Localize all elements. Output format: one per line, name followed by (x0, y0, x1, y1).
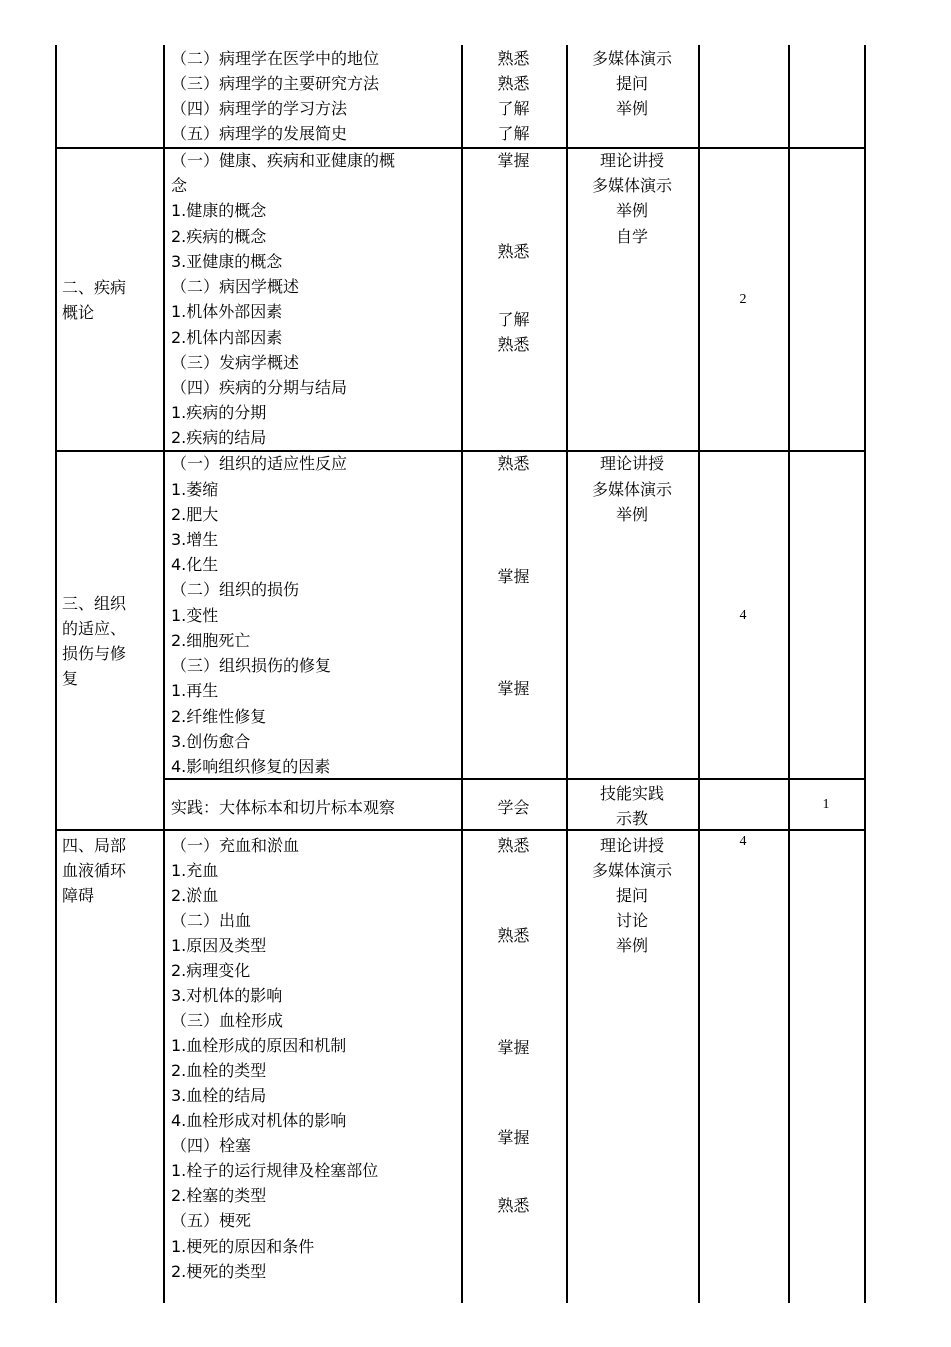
topic-text: 障碍 (62, 886, 95, 905)
content-line: 4.化生 (171, 555, 219, 574)
content-line: （三）发病学概述 (171, 353, 300, 372)
content-line: 2.血栓的类型 (171, 1061, 267, 1080)
method-text: 讨论 (615, 911, 648, 930)
col-border-3 (461, 45, 463, 1303)
topic-text: 的适应、 (62, 619, 127, 638)
col-border-1 (55, 45, 57, 1303)
topic-text: 损伤与修 (62, 644, 127, 663)
content-line: 2.栓塞的类型 (171, 1186, 267, 1205)
content-line: （二）组织的损伤 (171, 580, 300, 599)
theory-hours: 4 (739, 834, 747, 849)
topic-text: 血液循环 (62, 861, 127, 880)
level-text: 了解 (497, 99, 530, 118)
content-line: 1.萎缩 (171, 480, 219, 499)
method-text: 多媒体演示 (591, 861, 672, 880)
topic-text: 复 (62, 669, 79, 688)
method-text: 多媒体演示 (591, 176, 672, 195)
method-text: 理论讲授 (599, 151, 664, 170)
method-text: 举例 (615, 936, 648, 955)
topic-text: 四、局部 (62, 836, 127, 855)
level-text: 掌握 (497, 151, 530, 170)
method-text: 多媒体演示 (591, 480, 672, 499)
col-border-6 (788, 45, 790, 1303)
content-line: （五）梗死 (171, 1211, 252, 1230)
content-line: 2.疾病的结局 (171, 428, 267, 447)
content-line: （一）组织的适应性反应 (171, 454, 348, 473)
method-text: 举例 (615, 505, 648, 524)
content-line: （二）出血 (171, 911, 252, 930)
content-line: （五）病理学的发展简史 (171, 124, 348, 143)
topic-text: 三、组织 (62, 594, 127, 613)
content-line: （一）健康、疾病和亚健康的概 (171, 151, 396, 170)
content-line: （四）病理学的学习方法 (171, 99, 348, 118)
content-line: 4.影响组织修复的因素 (171, 757, 331, 776)
content-line: 3.创伤愈合 (171, 732, 251, 751)
content-line: 1.机体外部因素 (171, 302, 283, 321)
content-line: 1.血栓形成的原因和机制 (171, 1036, 347, 1055)
content-line: 4.血栓形成对机体的影响 (171, 1111, 347, 1130)
content-line: （二）病理学在医学中的地位 (171, 49, 380, 68)
level-text: 掌握 (497, 679, 530, 698)
content-line: 1.健康的概念 (171, 201, 267, 220)
level-text: 掌握 (497, 567, 530, 586)
content-line: 1.栓子的运行规律及栓塞部位 (171, 1161, 379, 1180)
content-line: 1.充血 (171, 861, 219, 880)
col-border-5 (698, 45, 700, 1303)
content-line: （一）充血和淤血 (171, 836, 300, 855)
content-line: 3.增生 (171, 530, 219, 549)
content-line: （三）病理学的主要研究方法 (171, 74, 380, 93)
content-line: （二）病因学概述 (171, 277, 300, 296)
content-line: 2.病理变化 (171, 961, 251, 980)
level-text: 熟悉 (497, 242, 530, 261)
level-text: 熟悉 (497, 836, 530, 855)
content-line: 1.原因及类型 (171, 936, 267, 955)
level-text: 了解 (497, 124, 530, 143)
content-line: 1.疾病的分期 (171, 403, 267, 422)
theory-hours: 4 (739, 608, 747, 623)
content-line: 3.亚健康的概念 (171, 252, 283, 271)
content-line: 念 (171, 176, 188, 195)
content-line: 2.肥大 (171, 505, 219, 524)
method-text: 示教 (615, 809, 648, 828)
level-text: 了解 (497, 310, 530, 329)
content-line: （四）疾病的分期与结局 (171, 378, 348, 397)
content-line: 2.机体内部因素 (171, 328, 283, 347)
content-line: 2.纤维性修复 (171, 707, 267, 726)
content-line: （三）血栓形成 (171, 1011, 284, 1030)
content-line: 实践：大体标本和切片标本观察 (171, 798, 396, 817)
method-text: 多媒体演示 (591, 49, 672, 68)
content-line: 1.梗死的原因和条件 (171, 1237, 315, 1256)
method-text: 提问 (615, 74, 648, 93)
content-line: 3.血栓的结局 (171, 1086, 267, 1105)
content-line: 3.对机体的影响 (171, 986, 283, 1005)
level-text: 掌握 (497, 1038, 530, 1057)
level-text: 熟悉 (497, 454, 530, 473)
level-text: 掌握 (497, 1128, 530, 1147)
level-text: 熟悉 (497, 74, 530, 93)
content-line: 1.再生 (171, 681, 219, 700)
theory-hours: 2 (739, 292, 747, 307)
level-text: 熟悉 (497, 49, 530, 68)
content-line: 1.变性 (171, 606, 219, 625)
method-text: 举例 (615, 99, 648, 118)
practice-hours: 1 (822, 797, 830, 812)
content-line: 2.疾病的概念 (171, 227, 267, 246)
level-text: 学会 (497, 798, 530, 817)
level-text: 熟悉 (497, 335, 530, 354)
method-text: 提问 (615, 886, 648, 905)
method-text: 理论讲授 (599, 836, 664, 855)
content-line: 2.淤血 (171, 886, 219, 905)
level-text: 熟悉 (497, 1196, 530, 1215)
method-text: 自学 (615, 227, 648, 246)
content-line: （三）组织损伤的修复 (171, 656, 332, 675)
topic-text: 二、疾病 (62, 278, 127, 297)
content-line: 2.梗死的类型 (171, 1262, 267, 1281)
content-line: （四）栓塞 (171, 1136, 252, 1155)
content-line: 2.细胞死亡 (171, 631, 251, 650)
level-text: 熟悉 (497, 926, 530, 945)
method-text: 理论讲授 (599, 454, 664, 473)
topic-text: 概论 (62, 303, 95, 322)
col-border-7 (864, 45, 866, 1303)
method-text: 技能实践 (599, 784, 664, 803)
method-text: 举例 (615, 201, 648, 220)
col-border-2 (163, 45, 165, 1303)
